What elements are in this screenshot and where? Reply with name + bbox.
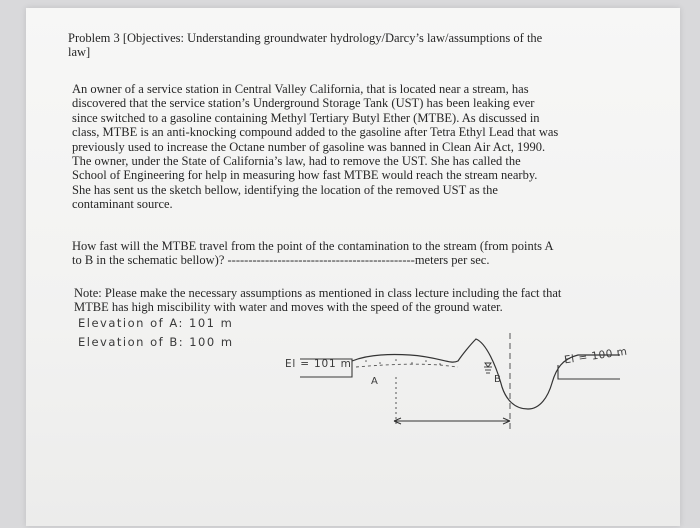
water-table-line <box>356 364 458 367</box>
note-line: Note: Please make the necessary assumptions as mentioned in class lecture including the fact that <box>74 286 562 300</box>
handwritten-elevation-a: Elevation of A: 101 m <box>78 316 234 330</box>
soil-dots <box>365 359 441 365</box>
handwritten-elevation-b: Elevation of B: 100 m <box>78 335 234 349</box>
question-line: How fast will the MTBE travel from the point of the contamination to the stream (from points A <box>72 239 554 253</box>
point-a-label: A <box>371 376 380 387</box>
question-text <box>72 239 612 268</box>
right-elevation-box <box>558 365 620 379</box>
description-line: discovered that the service station’s Underground Storage Tank (UST) has been leaking ever <box>72 96 535 111</box>
sketch-right-elevation-label: El = 100 m <box>563 345 629 367</box>
heading-line: law] <box>68 45 91 60</box>
description-line: She has sent us the sketch bellow, identifying the location of the removed UST as the <box>72 182 498 197</box>
note-line: MTBE has high miscibility with water and moves with the speed of the ground water. <box>74 300 503 315</box>
question-line: to B in the schematic bellow)? ---------------------------------------------meters per sec. <box>72 253 490 268</box>
problem-heading <box>68 31 608 60</box>
description-line: The owner, under the State of California’s law, had to remove the UST. She has called the <box>72 154 521 169</box>
point-b-label: B <box>494 374 503 385</box>
description-line: class, MTBE is an anti-knocking compound added to the gasoline after Tetra Ethyl Lead that was <box>72 125 559 140</box>
site-sketch <box>300 325 630 445</box>
description-line: since switched to a gasoline containing Methyl Tertiary Butyl Ether (MTBE). As discussed in <box>72 110 540 125</box>
water-level-symbol <box>484 363 492 373</box>
sketch-left-elevation-label: El = 101 m <box>285 358 352 370</box>
ground-profile-line <box>352 339 620 409</box>
description-line: School of Engineering for help in measuring how fast MTBE would reach the stream nearby. <box>72 168 538 183</box>
description-line: An owner of a service station in Central Valley California, that is located near a stream, has <box>72 82 529 96</box>
description-line: previously used to increase the Octane number of gasoline was banned in Clean Air Act, 1990. <box>72 139 546 154</box>
problem-description <box>72 82 612 212</box>
heading-line: Problem 3 [Objectives: Understanding groundwater hydrology/Darcy’s law/assumptions of the <box>68 31 543 45</box>
description-line: contaminant source. <box>72 197 173 212</box>
note-text <box>74 286 614 315</box>
